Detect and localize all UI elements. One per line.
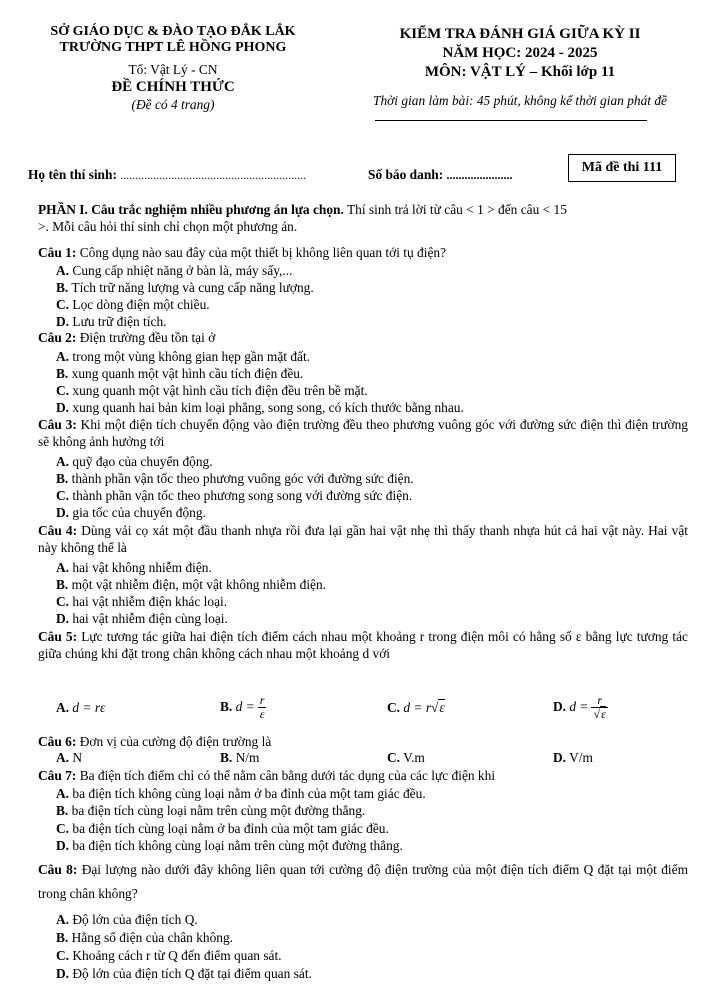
question-7 <box>38 767 688 784</box>
official-label: ĐỀ CHÍNH THỨC <box>111 79 235 95</box>
q5-option-b-fraction: $\frac{r}{\varepsilon}$ <box>259 693 265 722</box>
q1-option-a: A. Cung cấp nhiệt năng ở bàn là, máy sấy,... <box>56 263 293 278</box>
q5-option-c: C. d = r√ε <box>387 700 445 715</box>
q3-option-d: D. gia tốc của chuyển động. <box>56 505 206 520</box>
part1-instruction-1: Thí sinh trả lời từ câu < 1 > đến câu < 15 <box>346 202 567 217</box>
page-count: (Đề có 4 trang) <box>131 97 215 112</box>
candidate-id-label: Số báo danh: <box>368 167 444 182</box>
q2-option-d: D. xung quanh hai bản kim loại phẳng, song song, có kích thước bằng nhau. <box>56 400 464 415</box>
candidate-id-row <box>368 167 513 183</box>
question-6-label: Câu 6: <box>38 734 77 749</box>
q5-option-d-fraction: $\frac{r}{√\varepsilon}$ <box>593 693 606 722</box>
question-7-label: Câu 7: <box>38 768 77 783</box>
exam-code: Mã đề thi 111 <box>581 160 663 175</box>
subject-title: MÔN: VẬT LÝ – Khối lớp 11 <box>424 64 616 80</box>
question-1-text: Công dụng nào sau đây của một thiết bị không liên quan tới tụ điện? <box>79 245 447 260</box>
q1-option-b: B. Tích trữ năng lượng và cung cấp năng lượng. <box>56 280 314 295</box>
q6-option-c: C. V.m <box>387 750 425 765</box>
question-3-text: Khi một điện tích chuyển động vào điện trường đều theo phương vuông góc với đường sức điện thì điện trường sẽ không ảnh hưởng tới <box>38 417 688 449</box>
q3-option-b: B. thành phần vận tốc theo phương vuông góc với đường sức điện. <box>56 471 414 486</box>
q8-option-c: C. Khoảng cách r từ Q đến điểm quan sát. <box>56 948 282 963</box>
q2-option-a: A. trong một vùng không gian hẹp gần mặt đất. <box>56 349 311 364</box>
q5-option-b: B. d = $\frac{r}{\varepsilon}$ <box>220 693 265 722</box>
q6-option-a: A. N <box>56 750 83 765</box>
part1-instruction-2: >. Mỗi câu hỏi thí sinh chỉ chọn một phương án. <box>38 219 298 234</box>
q7-option-d: D. ba điện tích không cùng loại nằm trên cùng một đường thẳng. <box>56 838 403 853</box>
q8-option-a: A. Độ lớn của điện tích Q. <box>56 912 198 927</box>
candidate-name-row <box>28 167 306 183</box>
question-4-text: Dùng vải cọ xát một đầu thanh nhựa rồi đưa lại gần hai vật nhẹ thì thấy thanh nhựa hút cả hai vật này. Hai vật này không thể là <box>38 523 688 555</box>
q8-option-b: B. Hằng số điện của chân không. <box>56 930 234 945</box>
q8-option-d: D. Độ lớn của điện tích Q đặt tại điểm quan sát. <box>56 966 312 981</box>
question-5-text: Lực tương tác giữa hai điện tích điểm cách nhau một khoảng r trong điện môi có hằng số ε bằng lực tương tác giữa chúng khi đặt trong chân không cách nhau một khoảng d với <box>38 629 688 661</box>
question-5 <box>38 628 688 662</box>
q2-option-b: B. xung quanh một vật hình cầu tích điện đều. <box>56 366 304 381</box>
q4-option-c: C. hai vật nhiễm điện khác loại. <box>56 594 228 609</box>
q5-option-d: D. d = $\frac{r}{√\varepsilon}$ <box>553 693 606 722</box>
candidate-name-label: Họ tên thí sinh: <box>28 167 117 182</box>
question-6-text: Đơn vị của cường độ điện trường là <box>79 734 272 749</box>
school-year: NĂM HỌC: 2024 - 2025 <box>442 45 598 61</box>
q6-option-b: B. N/m <box>220 750 260 765</box>
question-7-text: Ba điện tích điểm chỉ có thể nằm cân bằng dưới tác dụng của các lực điện khi <box>79 768 496 783</box>
part1-title: PHẦN I. Câu trắc nghiệm nhiều phương án lựa chọn. <box>38 202 344 217</box>
question-2 <box>38 329 688 346</box>
question-2-text: Điện trường đều tồn tại ở <box>79 330 216 345</box>
question-6 <box>38 733 688 750</box>
question-3-label: Câu 3: <box>38 417 77 432</box>
sqrt-icon: √ <box>431 700 439 715</box>
exam-time: Thời gian làm bài: 45 phút, không kể thời gian phát đề <box>373 93 667 108</box>
q4-option-a: A. hai vật không nhiễm điện. <box>56 560 212 575</box>
school-name: TRƯỜNG THPT LÊ HỒNG PHONG <box>59 40 287 55</box>
part1-line1 <box>38 202 567 218</box>
q1-option-c: C. Lọc dòng điện một chiều. <box>56 297 210 312</box>
subject-group: Tổ: Vật Lý - CN <box>128 62 218 77</box>
question-1-label: Câu 1: <box>38 245 77 260</box>
candidate-name-dots: .............................................................. <box>120 168 307 182</box>
header-divider <box>375 120 647 121</box>
q7-option-a: A. ba điện tích không cùng loại nằm ở ba đỉnh của một tam giác đều. <box>56 786 426 801</box>
q2-option-c: C. xung quanh một vật hình cầu tích điện đều trên bề mặt. <box>56 383 368 398</box>
question-5-label: Câu 5: <box>38 629 78 644</box>
question-3 <box>38 416 688 450</box>
q5-option-a: A. d = rε <box>56 700 106 715</box>
q4-option-b: B. một vật nhiễm điện, một vật không nhiễm điện. <box>56 577 327 592</box>
q3-option-c: C. thành phần vận tốc theo phương song song với đường sức điện. <box>56 488 413 503</box>
exam-code-box <box>568 154 676 182</box>
q3-option-a: A. quỹ đạo của chuyển động. <box>56 454 213 469</box>
exam-title: KIỂM TRA ĐÁNH GIÁ GIỮA KỲ II <box>399 26 641 42</box>
question-4 <box>38 522 688 556</box>
question-4-label: Câu 4: <box>38 523 78 538</box>
department-name: SỞ GIÁO DỤC & ĐÀO TẠO ĐẮK LẮK <box>50 24 296 39</box>
q1-option-d: D. Lưu trữ điện tích. <box>56 314 167 329</box>
q6-option-d: D. V/m <box>553 750 593 765</box>
q7-option-c: C. ba điện tích cùng loại nằm ở ba đỉnh của một tam giác đều. <box>56 821 389 836</box>
question-8-label: Câu 8: <box>38 862 78 877</box>
sqrt-icon: √ <box>593 707 601 722</box>
candidate-id-dots: ...................... <box>446 168 513 182</box>
question-8-text: Đại lượng nào dưới đây không liên quan tới cường độ điện trường của một điện tích điểm Q đặt tại một điểm trong chân không? <box>38 862 688 901</box>
question-2-label: Câu 2: <box>38 330 77 345</box>
q4-option-d: D. hai vật nhiễm điện cùng loại. <box>56 611 228 626</box>
q7-option-b: B. ba điện tích cùng loại nằm trên cùng một đường thẳng. <box>56 803 366 818</box>
question-8 <box>38 858 688 906</box>
question-1 <box>38 244 688 261</box>
